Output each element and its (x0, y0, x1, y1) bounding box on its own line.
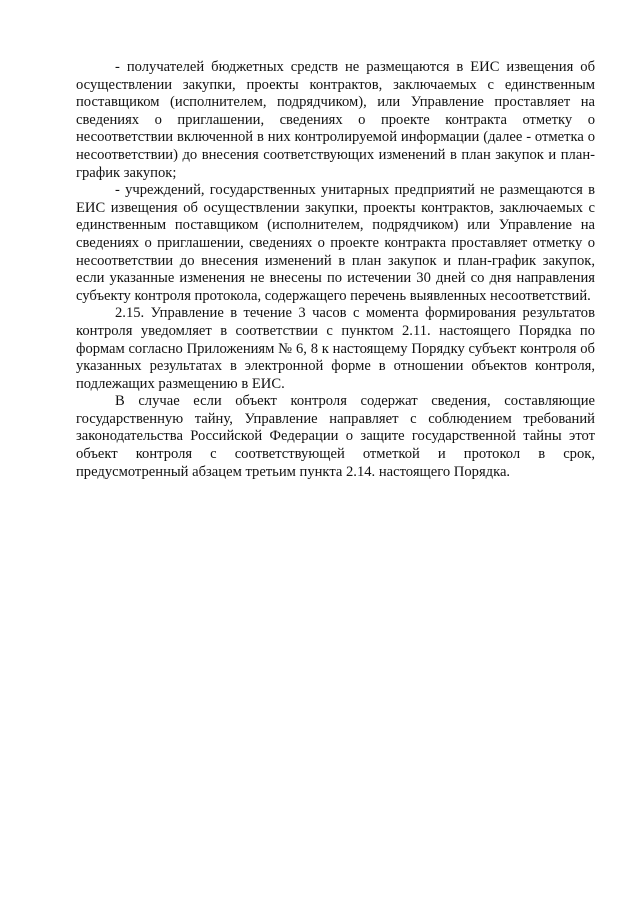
paragraph-institutions: - учреждений, государственных унитарных предприятий не размещаются в ЕИС извещения об осуществлении закупки, проекты контрактов, заключаемых с единственным поставщиком (исполнителем, подрядчиком) или Управление на сведениях о приглашении, сведениях о проекте контракта проставляет отметку о несоответствии до внесения изменений в план закупок и план-график закупок, если указанные изменения не внесены по истечении 30 дней со дня направления субъекту контроля протокола, содержащего перечень выявленных несоответствий. (76, 182, 595, 304)
paragraph-section-2-15: 2.15. Управление в течение 3 часов с момента формирования результатов контроля уведомляет в соответствии с пунктом 2.11. настоящего Порядка по формам согласно Приложениям № 6, 8 к настоящему Порядку субъект контроля об указанных результатах в электронной форме в отношении объектов контроля, подлежащих размещению в ЕИС. (76, 305, 595, 392)
paragraph-budget-recipients: - получателей бюджетных средств не размещаются в ЕИС извещения об осуществлении закупки, проекты контрактов, заключаемых с единственным поставщиком (исполнителем, подрядчиком), или Управление проставляет на сведениях о приглашении, сведениях о проекте контракта отметку о несоответствии включенной в них контролируемой информации (далее - отметка о несоответствии) до внесения соответствующих изменений в план закупок и план-график закупок; (76, 59, 595, 181)
paragraph-state-secret: В случае если объект контроля содержат сведения, составляющие государственную тайну, Управление направляет с соблюдением требований законодательства Российской Федерации о защите государственной тайны этот объект контроля с соответствующей отметкой и протокол в срок, предусмотренный абзацем третьим пункта 2.14. настоящего Порядка. (76, 393, 595, 480)
document-body (76, 59, 595, 481)
